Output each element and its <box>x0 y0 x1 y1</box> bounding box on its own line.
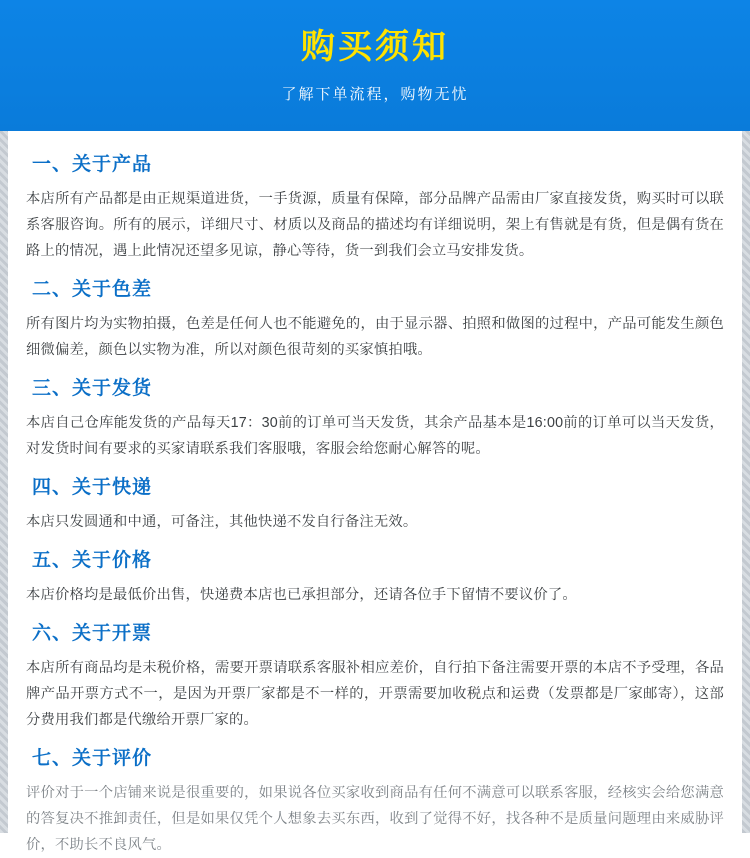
section-body: 评价对于一个店铺来说是很重要的，如果说各位买家收到商品有任何不满意可以联系客服，经核实会给您满意的答复决不推卸责任，但是如果仅凭个人想象去买东西，收到了觉得不好，找各种不是质量问题理由来威胁评价，不助长不良风气。 <box>26 785 724 853</box>
notice-section-invoice <box>26 618 724 733</box>
notice-section-shipping <box>26 373 724 462</box>
section-heading: 二、关于色差 <box>32 279 153 300</box>
notice-section-express <box>26 472 724 535</box>
notice-section-product <box>26 149 724 264</box>
section-body: 本店所有产品都是由正规渠道进货，一手货源，质量有保障，部分品牌产品需由厂家直接发货，购买时可以联系客服咨询。所有的展示，详细尺寸、材质以及商品的描述均有详细说明，架上有售就是有货，但是偶有货在路上的情况，遇上此情况还望多见谅，静心等待，货一到我们会立马安排发货。 <box>26 191 724 259</box>
notice-section-review <box>26 743 724 858</box>
notice-content <box>8 131 742 853</box>
section-heading: 七、关于评价 <box>32 748 153 769</box>
page-subtitle: 了解下单流程，购物无忧 <box>281 86 469 104</box>
section-heading: 五、关于价格 <box>32 550 153 571</box>
section-body: 本店所有商品均是未税价格，需要开票请联系客服补相应差价，自行拍下备注需要开票的本店不予受理，各品牌产品开票方式不一，是因为开票厂家都是不一样的，开票需要加收税点和运费（发票都是厂家邮寄），这部分费用我们都是代缴给开票厂家的。 <box>26 660 724 728</box>
content-background <box>0 131 750 853</box>
section-heading: 四、关于快递 <box>32 477 153 498</box>
section-body: 本店价格均是最低价出售，快递费本店也已承担部分，还请各位手下留情不要议价了。 <box>26 587 577 603</box>
section-body: 本店只发圆通和中通，可备注，其他快递不发自行备注无效。 <box>26 514 418 530</box>
notice-section-color <box>26 274 724 363</box>
page-banner <box>0 0 750 131</box>
section-heading: 三、关于发货 <box>32 378 153 399</box>
section-body: 所有图片均为实物拍摄，色差是任何人也不能避免的，由于显示器、拍照和做图的过程中，产品可能发生颜色细微偏差，颜色以实物为准，所以对颜色很苛刻的买家慎拍哦。 <box>26 316 724 358</box>
section-body: 本店自己仓库能发货的产品每天17：30前的订单可当天发货，其余产品基本是16:00前的订单可以当天发货，对发货时间有要求的买家请联系我们客服哦，客服会给您耐心解答的呢。 <box>26 415 724 457</box>
notice-section-price <box>26 545 724 608</box>
section-heading: 一、关于产品 <box>32 154 153 175</box>
section-heading: 六、关于开票 <box>32 623 153 644</box>
page-title: 购买须知 <box>301 27 449 66</box>
